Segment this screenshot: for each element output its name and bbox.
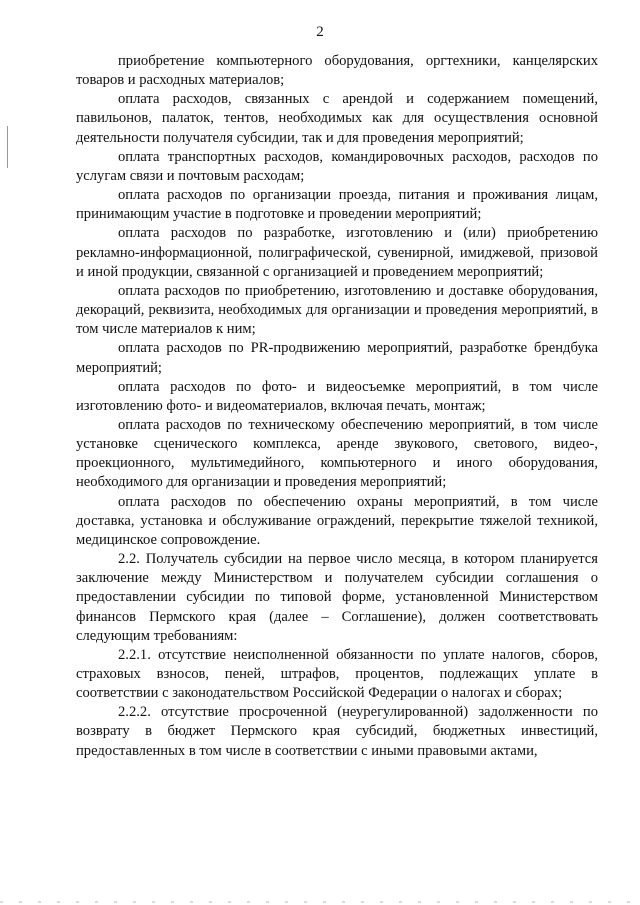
document-body [76,52,598,761]
paragraph-section-2-2: 2.2. Получатель субсидии на первое число месяца, в котором планируется заключение между Министерством и получателем субсидии соглашения о предоставлении субсидии по типовой форме, установленной Министерством финансов Пермского края (далее – Соглашение), должен соответствовать следующим требованиям: [76,551,598,644]
paragraph-section-2-2-1: 2.2.1. отсутствие неисполненной обязанности по уплате налогов, сборов, страховых взносов, пеней, штрафов, процентов, подлежащих уплате в соответствии с законодательством Российской Федерации о налогах и сборах; [76,646,598,702]
paragraph-pr-promotion: оплата расходов по PR-продвижению мероприятий, разработке брендбука мероприятий; [76,340,598,376]
scan-margin-mark [7,126,8,168]
paragraph-equipment-decorations: оплата расходов по приобретению, изготовлению и доставке оборудования, декораций, реквизита, необходимых для организации и проведения мероприятий, в том числе материалов к ним; [76,282,598,338]
paragraph-premises-rent: оплата расходов, связанных с арендой и содержанием помещений, павильонов, палаток, тентов, необходимых как для осуществления основной деятельности получателя субсидии, так и для проведения мероприятий; [76,91,598,146]
paragraph-transport-expenses: оплата транспортных расходов, командировочных расходов, расходов по услугам связи и почтовым расходам; [76,148,598,184]
paragraph-promo-products: оплата расходов по разработке, изготовлению и (или) приобретению рекламно-информационной, полиграфической, сувенирной, имиджевой, призовой и иной продукции, связанной с организацией и проведением мероприятий; [76,225,598,280]
paragraph-photo-video: оплата расходов по фото- и видеосъемке мероприятий, в том числе изготовлению фото- и видеоматериалов, включая печать, монтаж; [76,378,598,414]
paragraph-security: оплата расходов по обеспечению охраны мероприятий, в том числе доставка, установка и обслуживание ограждений, перекрытие тяжелой техникой, медицинское сопровождение. [76,493,598,548]
paragraph-section-2-2-2: 2.2.2. отсутствие просроченной (неурегулированной) задолженности по возврату в бюджет Пермского края субсидий, бюджетных инвестиций, предоставленных в том числе в соответствии с иными правовыми актами, [76,704,598,759]
paragraph-computer-equipment: приобретение компьютерного оборудования, оргтехники, канцелярских товаров и расходных материалов; [76,53,598,89]
paragraph-travel-accommodation: оплата расходов по организации проезда, питания и проживания лицам, принимающим участие в подготовке и проведении мероприятий; [76,187,598,223]
page-number: 2 [316,24,324,40]
paragraph-technical-support: оплата расходов по техническому обеспечению мероприятий, в том числе установке сценического комплекса, аренде звукового, светового, видео-, проекционного, мультимедийного, компьютерного и иного оборудования, необходимого для организации и проведения мероприятий; [76,416,598,491]
scan-bottom-edge [0,901,640,903]
